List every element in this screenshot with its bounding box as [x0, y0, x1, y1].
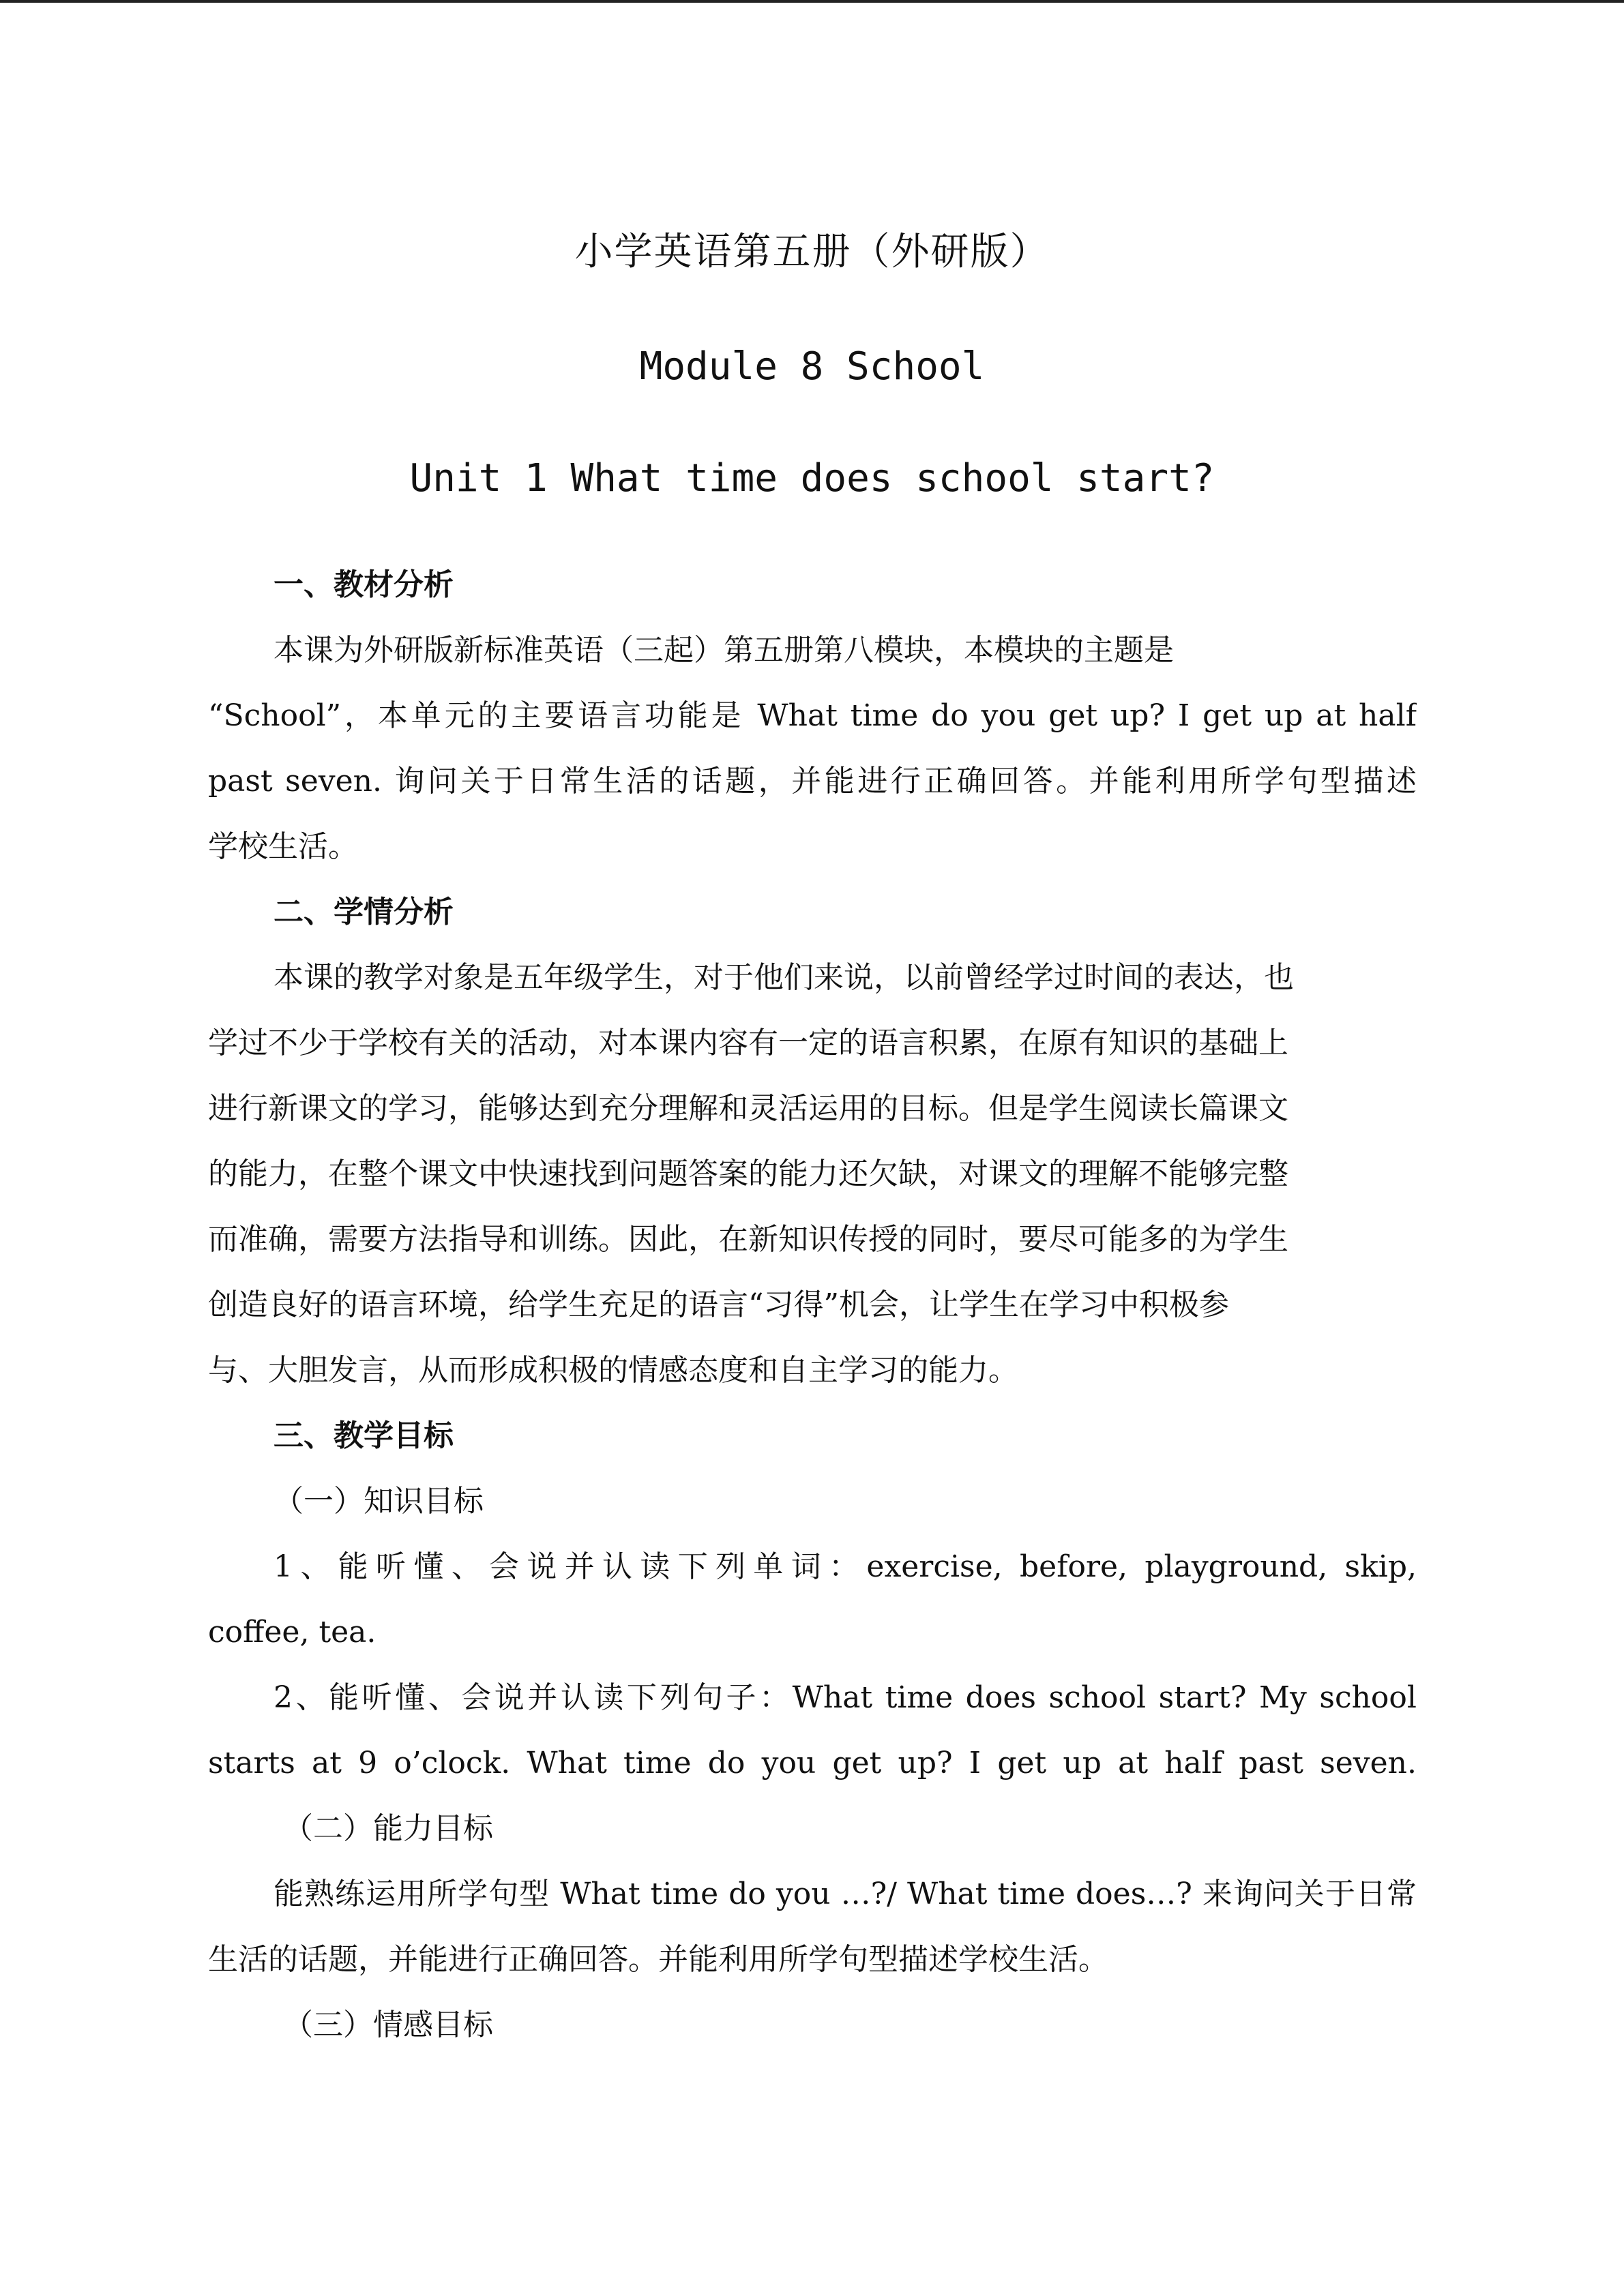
objective-item-words-continued: coffee, tea.	[208, 1615, 377, 1650]
section-heading-textbook-analysis: 一、教材分析	[274, 567, 454, 602]
ability-objective-line: 能熟练运用所学句型 What time do you …?/ What time does…? 来询问关于日常	[274, 1877, 1417, 1911]
document-title: 小学英语第五册（外研版）	[574, 230, 1050, 274]
paragraph-line: 进行新课文的学习，能够达到充分理解和灵活运用的目标。但是学生阅读长篇课文	[208, 1091, 1288, 1126]
objective-item-sentences: 2、能听懂、会说并认读下列句子：What time does school start? My school	[274, 1680, 1417, 1715]
paragraph-line: 学校生活。	[208, 829, 358, 864]
paragraph-line: “School”，本单元的主要语言功能是 What time do you get up? I get up at half	[208, 698, 1417, 733]
paragraph-line: 创造良好的语言环境，给学生充足的语言“习得”机会，让学生在学习中积极参	[208, 1287, 1229, 1322]
objective-item-words: 1、能听懂、会说并认读下列单词：exercise, before, playground, skip,	[274, 1549, 1417, 1584]
section-heading-student-analysis: 二、学情分析	[274, 895, 454, 929]
unit-title: Unit 1 What time does school start?	[409, 456, 1215, 501]
paragraph-line: 与、大胆发言，从而形成积极的情感态度和自主学习的能力。	[208, 1353, 1018, 1388]
subheading-knowledge-objectives: （一）知识目标	[274, 1484, 484, 1519]
paragraph-line: 本课的教学对象是五年级学生，对于他们来说，以前曾经学过时间的表达，也	[274, 960, 1294, 995]
paragraph-line: past seven. 询问关于日常生活的话题，并能进行正确回答。并能利用所学句型描述	[208, 764, 1417, 799]
module-title: Module 8 School	[639, 344, 985, 389]
paragraph-line: 而准确，需要方法指导和训练。因此，在新知识传授的同时，要尽可能多的为学生	[208, 1222, 1288, 1257]
paragraph-line: 本课为外研版新标准英语（三起）第五册第八模块，本模块的主题是	[274, 633, 1174, 668]
subheading-ability-objectives: （二）能力目标	[283, 1811, 493, 1846]
objective-item-sentences-continued: starts at 9 o’clock. What time do you get up? I get up at half past seven.	[208, 1746, 1417, 1780]
subheading-emotional-objectives: （三）情感目标	[283, 2008, 493, 2042]
ability-objective-line: 生活的话题，并能进行正确回答。并能利用所学句型描述学校生活。	[208, 1942, 1108, 1977]
section-heading-teaching-objectives: 三、教学目标	[274, 1418, 454, 1453]
paragraph-line: 的能力，在整个课文中快速找到问题答案的能力还欠缺，对课文的理解不能够完整	[208, 1157, 1288, 1191]
document-body	[208, 552, 1417, 2058]
paragraph-line: 学过不少于学校有关的活动，对本课内容有一定的语言积累，在原有知识的基础上	[208, 1026, 1288, 1060]
